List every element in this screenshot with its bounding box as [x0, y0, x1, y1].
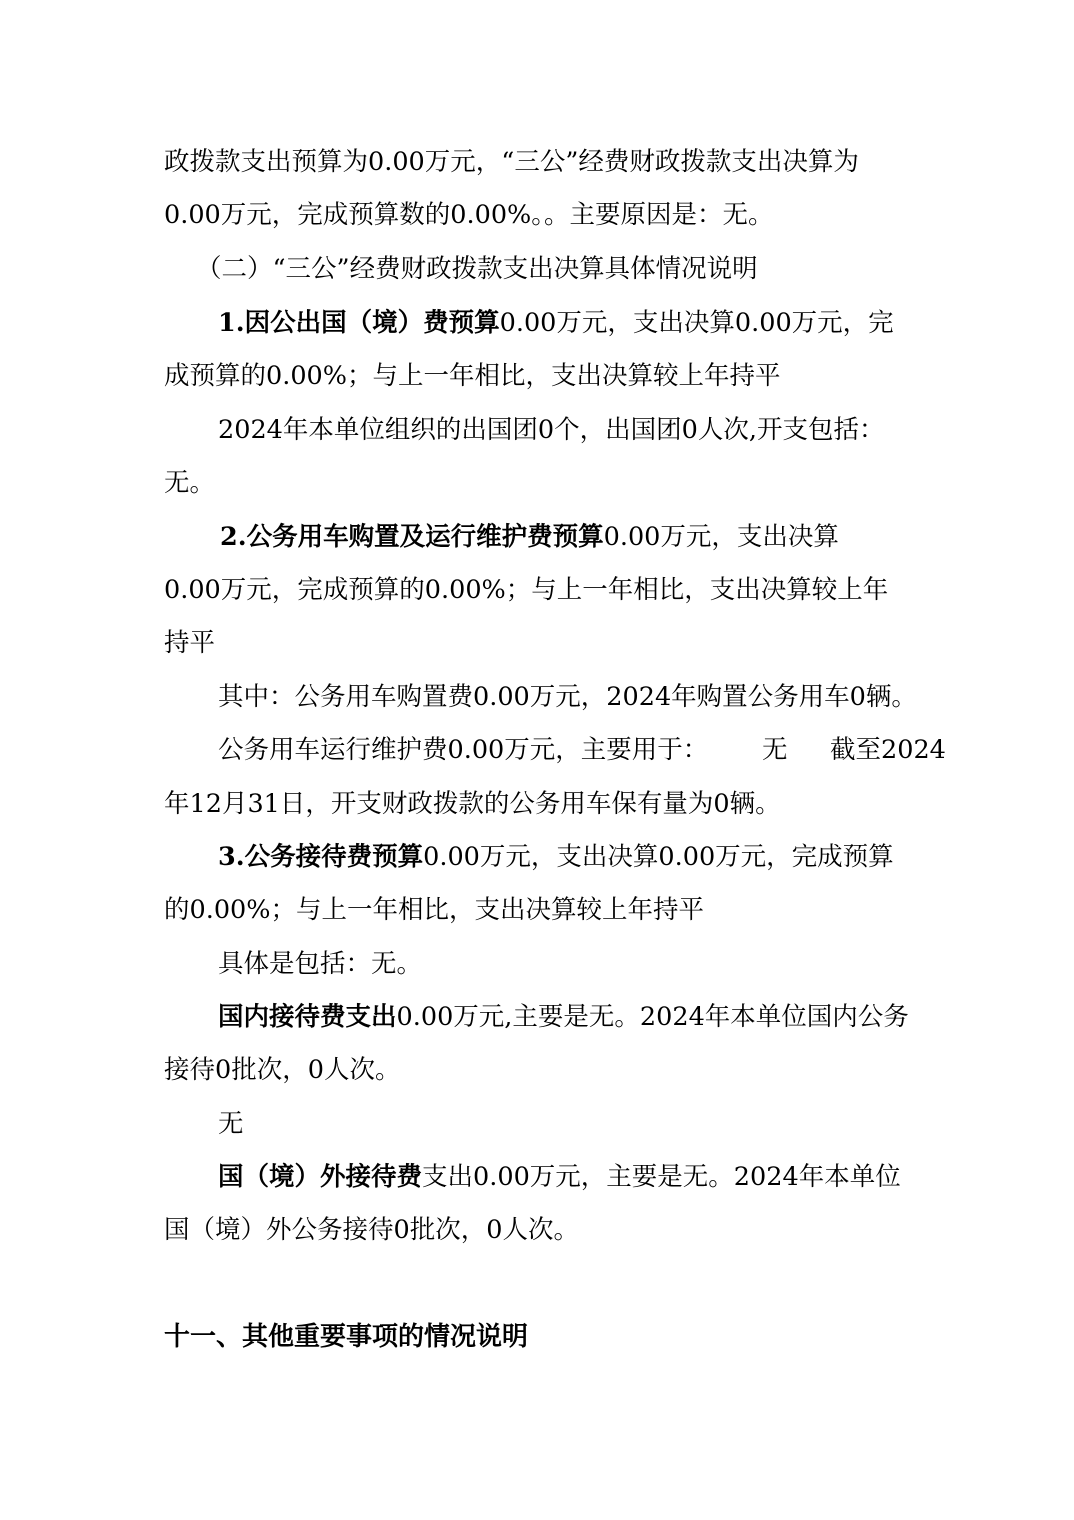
item-3-title: 3.公务接待费预算 [218, 842, 424, 872]
text-line: 接待0批次，0人次。 [164, 1055, 401, 1085]
foreign-title: 国（境）外接待费 [218, 1162, 423, 1192]
domestic-text: 0.00万元,主要是无。2024年本单位国内公务 [396, 1002, 909, 1032]
text-line: 0.00万元，完成预算的0.00%；与上一年相比，支出决算较上年 [164, 575, 889, 605]
text-line: 其中：公务用车购置费0.00万元，2024年购置公务用车0辆。 [218, 682, 917, 712]
text-line: 年12月31日，开支财政拨款的公务用车保有量为0辆。 [164, 789, 781, 819]
text-line: 的0.00%；与上一年相比，支出决算较上年持平 [164, 895, 705, 925]
subheading: （二）“三公”经费财政拨款支出决算具体情况说明 [196, 254, 758, 284]
text-line: 0.00万元，完成预算数的0.00%。。主要原因是：无。 [164, 200, 774, 230]
text-line: 持平 [164, 628, 216, 658]
text-line: 截至2024 [830, 735, 946, 765]
item-2-title: 2.公务用车购置及运行维护费预算 [220, 522, 604, 552]
text-line: 成预算的0.00%；与上一年相比，支出决算较上年持平 [164, 361, 781, 391]
item-1-title: 1.因公出国（境）费预算 [218, 308, 500, 338]
item-3-line-1 [218, 842, 894, 872]
text-line: 国（境）外公务接待0批次，0人次。 [164, 1215, 579, 1245]
item-1-text: 0.00万元，支出决算0.00万元，完 [499, 308, 894, 338]
item-2-text: 0.00万元，支出决算 [603, 522, 839, 552]
item-1-line-1 [218, 308, 894, 338]
item-3-text: 0.00万元，支出决算0.00万元，完成预算 [423, 842, 894, 872]
text-line: 无 [218, 1109, 244, 1139]
section-heading: 十一、其他重要事项的情况说明 [164, 1322, 529, 1352]
text-line: 公务用车运行维护费0.00万元，主要用于： [218, 735, 709, 765]
text-line: 无 [762, 735, 788, 765]
foreign-line-1 [218, 1162, 901, 1192]
domestic-title: 国内接待费支出 [218, 1002, 397, 1032]
domestic-line-1 [218, 1002, 909, 1032]
foreign-text: 支出0.00万元，主要是无。2024年本单位 [422, 1162, 901, 1192]
text-line: 具体是包括：无。 [218, 949, 423, 979]
text-line: 2024年本单位组织的出国团0个，出国团0人次,开支包括： [218, 415, 885, 445]
text-line: 政拨款支出预算为0.00万元，“三公”经费财政拨款支出决算为 [164, 147, 859, 177]
text-line: 无。 [164, 468, 216, 498]
item-2-line-1 [220, 522, 839, 552]
